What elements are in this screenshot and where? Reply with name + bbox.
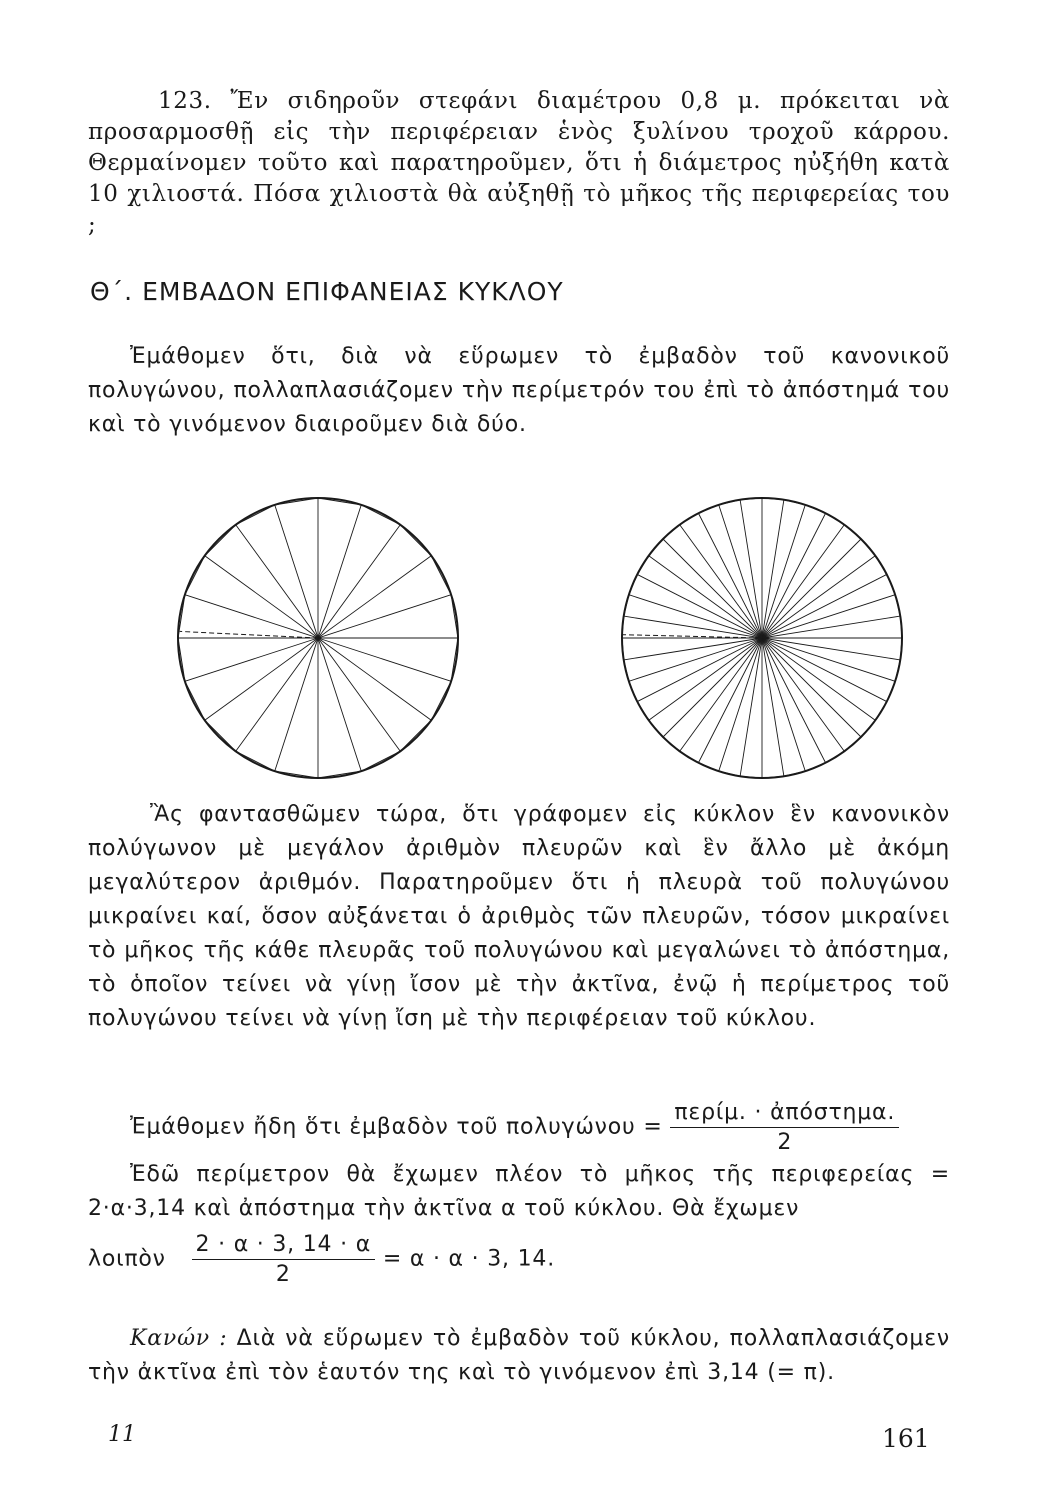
spoke-line	[629, 595, 762, 638]
spoke-line	[318, 638, 431, 720]
spoke-line	[762, 539, 861, 638]
spoke-line	[185, 638, 318, 681]
spoke-line	[318, 505, 361, 638]
spoke-line	[205, 638, 318, 720]
spoke-line	[663, 539, 762, 638]
spoke-line	[236, 525, 318, 638]
spoke-line	[680, 525, 762, 638]
spoke-line	[318, 638, 361, 771]
spoke-line	[762, 525, 844, 638]
spoke-line	[629, 638, 762, 681]
spoke-line	[762, 638, 844, 751]
circle-figure-40-sides	[612, 488, 912, 788]
rule-paragraph: Κανών : Διὰ νὰ εὕρωμεν τὸ ἐμβαδὸν τοῦ κύκλου, πολλαπλασιάζομεν τὴν ἀκτῖνα ἐπὶ τὸν ἑαυτόν της καὶ τὸ γινόμενον ἐπὶ 3,14 (= π).	[88, 1326, 950, 1385]
spoke-line	[649, 638, 762, 720]
spoke-line	[719, 505, 762, 638]
spoke-line	[649, 556, 762, 638]
section-heading: Θ΄. ΕΜΒΑΔΟΝ ΕΠΙΦΑΝΕΙΑΣ ΚΥΚΛΟΥ	[90, 277, 564, 306]
spoke-line	[762, 505, 805, 638]
spoke-line	[762, 638, 895, 681]
spoke-line	[762, 638, 861, 737]
area-fraction: $\frac{\text{περίμ. · ἀπόστημα.}}{2}$	[670, 1100, 899, 1155]
spoke-line	[762, 638, 875, 720]
intro-paragraph: Ἐμάθομεν ὅτι, διὰ νὰ εὕρωμεν τὸ ἐμβαδὸν τοῦ κανονικοῦ πολυγώνου, πολλαπλασιάζομεν τὴν περίμετρόν του ἐπὶ τὸ ἀπόστημά του καὶ τὸ γινόμενον διαιροῦμεν διὰ δύο.	[88, 344, 950, 437]
spoke-line	[318, 525, 400, 638]
spoke-line	[719, 638, 762, 771]
circle-figure-20-sides	[168, 488, 468, 788]
apothem-line	[180, 631, 318, 638]
spoke-line	[762, 556, 875, 638]
spoke-line	[318, 556, 431, 638]
formula-line: λοιπὸν $\frac{2 \cdot \alpha \cdot 3, 14 \cdot \alpha}{2}$ = α · α · 3, 14.	[88, 1232, 556, 1287]
exercise-123: 123. Ἔν σιδηροῦν στεφάνι διαμέτρου 0,8 μ. πρόκειται νὰ προσαρμοσθῇ εἰς τὴν περιφέρειαν ἑνὸς ξυλίνου τροχοῦ κάρρου. Θερμαίνομεν τοῦτο καὶ παρατηροῦμεν, ὅτι ἡ διάμετρος ηὐξήθη κατὰ 10 χιλιοστά. Πόσα χιλιοστὰ θὰ αὐξηθῇ τὸ μῆκος τῆς περιφερείας του ;	[88, 88, 950, 238]
spoke-line	[762, 638, 805, 771]
spoke-line	[680, 638, 762, 751]
spoke-line	[318, 638, 451, 681]
page-number: 161	[882, 1424, 930, 1453]
spoke-line	[318, 595, 451, 638]
spoke-line	[275, 505, 318, 638]
apothem-line	[622, 635, 762, 638]
spoke-line	[275, 638, 318, 771]
area-known-line: Ἐμάθομεν ἤδη ὅτι ἐμβαδὸν τοῦ πολυγώνου = $\frac{\text{περίμ. · ἀπόστημα.}}{2}$	[88, 1100, 950, 1155]
here-paragraph: Ἐδῶ περίμετρον θὰ ἔχωμεν πλέον τὸ μῆκος τῆς περιφερείας = 2·α·3,14 καὶ ἀπόστημα τὴν ἀκτῖνα α τοῦ κύκλου. Θὰ ἔχωμεν	[88, 1162, 950, 1221]
spoke-line	[236, 638, 318, 751]
formula-fraction: $\frac{2 \cdot \alpha \cdot 3, 14 \cdot \alpha}{2}$	[192, 1232, 376, 1287]
spoke-line	[185, 595, 318, 638]
spoke-line	[663, 638, 762, 737]
spoke-line	[762, 595, 895, 638]
footer-signature: 11	[108, 1422, 136, 1447]
spoke-line	[205, 556, 318, 638]
imagine-paragraph: Ἂς φαντασθῶμεν τώρα, ὅτι γράφομεν εἰς κύκλον ἓν κανονικὸν πολύγωνον μὲ μεγάλον ἀριθμὸν πλευρῶν καὶ ἓν ἄλλο μὲ ἀκόμη μεγαλύτερον ἀριθμόν. Παρατηροῦμεν ὅτι ἡ πλευρὰ τοῦ πολυγώνου μικραίνει καί, ὅσον αὐξάνεται ὁ ἀριθμὸς τῶν πλευρῶν, τόσον μικραίνει τὸ μῆκος τῆς κάθε πλευρᾶς τοῦ πολυγώνου καὶ μεγαλώνει τὸ ἀπόστημα, τὸ ὁποῖον τείνει νὰ γίνῃ ἴσον μὲ τὴν ἀκτῖνα, ἐνῷ ἡ περίμετρος τοῦ πολυγώνου τείνει νὰ γίνῃ ἴση μὲ τὴν περιφέρειαν τοῦ κύκλου.	[88, 802, 950, 1031]
spoke-line	[318, 638, 400, 751]
